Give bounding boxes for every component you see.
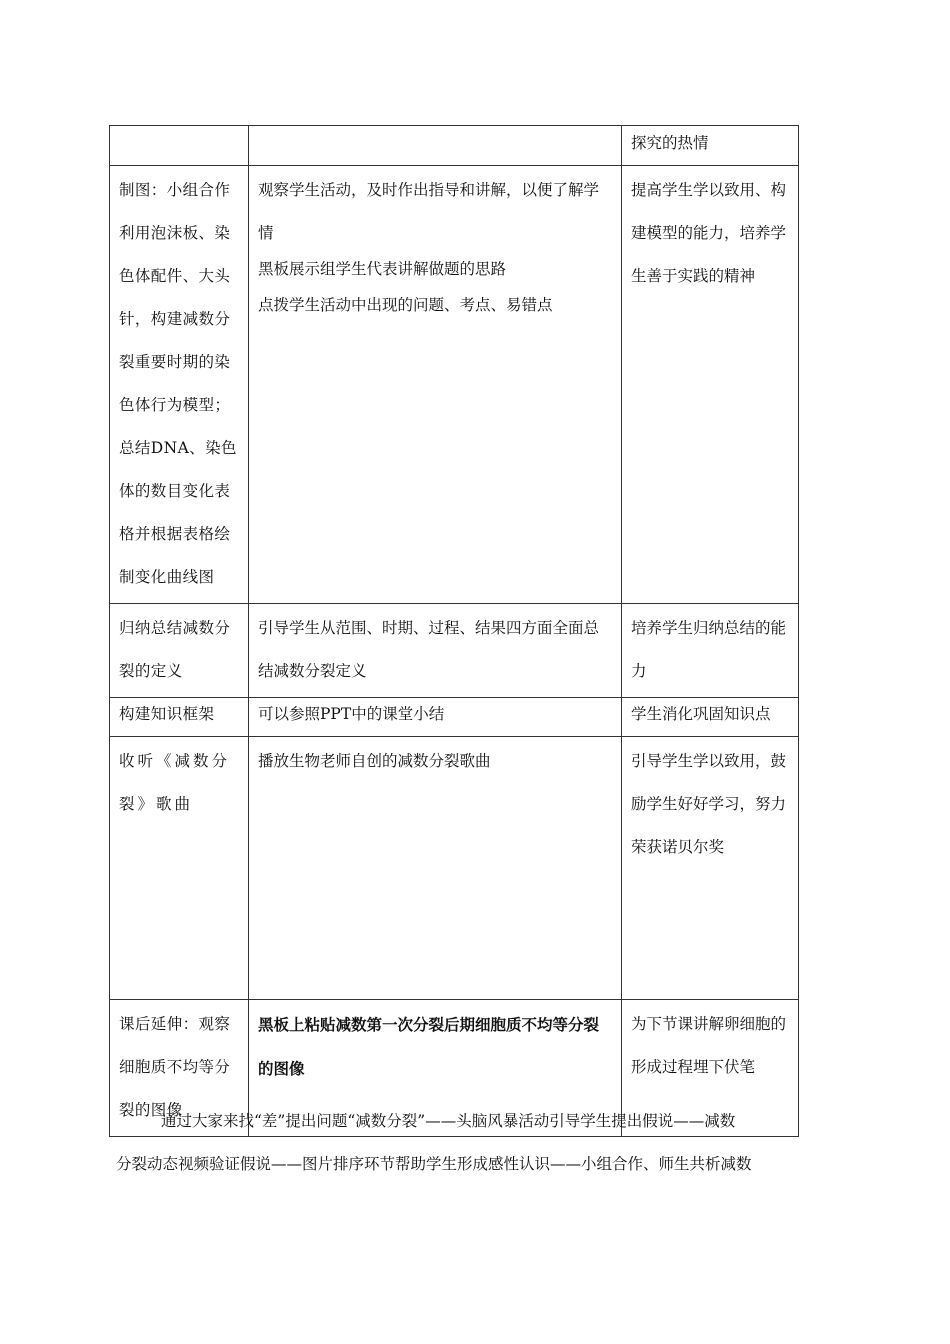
cell-activity: 归纳总结减数分裂的定义 bbox=[110, 604, 249, 698]
cell-teacher bbox=[249, 166, 622, 604]
cell-purpose: 引导学生学以致用，鼓励学生好好学习，努力荣获诺贝尔奖 bbox=[622, 737, 799, 1000]
cell-activity bbox=[110, 126, 249, 166]
table-row bbox=[110, 698, 799, 737]
table-row bbox=[110, 166, 799, 604]
cell-purpose: 为下节课讲解卵细胞的形成过程埋下伏笔 bbox=[622, 1000, 799, 1137]
summary-paragraph-line1: 通过大家来找“差”提出问题“减数分裂”——头脑风暴活动引导学生提出假说——减数 bbox=[161, 1112, 736, 1130]
cell-purpose: 学生消化巩固知识点 bbox=[622, 698, 799, 737]
table-row bbox=[110, 126, 799, 166]
cell-teacher bbox=[249, 126, 622, 166]
table-row bbox=[110, 737, 799, 1000]
cell-purpose: 提高学生学以致用、构建模型的能力，培养学生善于实践的精神 bbox=[622, 166, 799, 604]
cell-activity: 制图：小组合作利用泡沫板、染色体配件、大头针，构建减数分裂重要时期的染色体行为模型；总结DNA、染色体的数目变化表格并根据表格绘制变化曲线图 bbox=[110, 166, 249, 604]
teacher-line: 黑板展示组学生代表讲解做题的思路 bbox=[258, 260, 507, 278]
teacher-line: 点拨学生活动中出现的问题、考点、易错点 bbox=[258, 296, 553, 314]
teacher-line: 黑板上粘贴减数第一次分裂后期细胞质不均等分裂的图像 bbox=[258, 1015, 600, 1078]
lesson-plan-table bbox=[109, 125, 799, 1137]
table-row bbox=[110, 604, 799, 698]
teacher-line: 观察学生活动，及时作出指导和讲解，以便了解学情 bbox=[258, 181, 600, 242]
cell-activity: 构建知识框架 bbox=[110, 698, 249, 737]
cell-teacher bbox=[249, 604, 622, 698]
cell-purpose: 探究的热情 bbox=[622, 126, 799, 166]
summary-paragraph-line2: 分裂动态视频验证假说——图片排序环节帮助学生形成感性认识——小组合作、师生共析减数 bbox=[116, 1155, 752, 1173]
cell-activity: 收听《减数分裂》歌曲 bbox=[110, 737, 249, 1000]
teacher-line: 可以参照PPT中的课堂小结 bbox=[258, 705, 445, 723]
cell-teacher bbox=[249, 737, 622, 1000]
cell-purpose: 培养学生归纳总结的能力 bbox=[622, 604, 799, 698]
cell-activity: 课后延伸：观察细胞质不均等分裂的图像 bbox=[110, 1000, 249, 1137]
teacher-line: 引导学生从范围、时期、过程、结果四方面全面总结减数分裂定义 bbox=[258, 619, 600, 680]
cell-teacher bbox=[249, 698, 622, 737]
teacher-line: 播放生物老师自创的减数分裂歌曲 bbox=[258, 752, 491, 770]
